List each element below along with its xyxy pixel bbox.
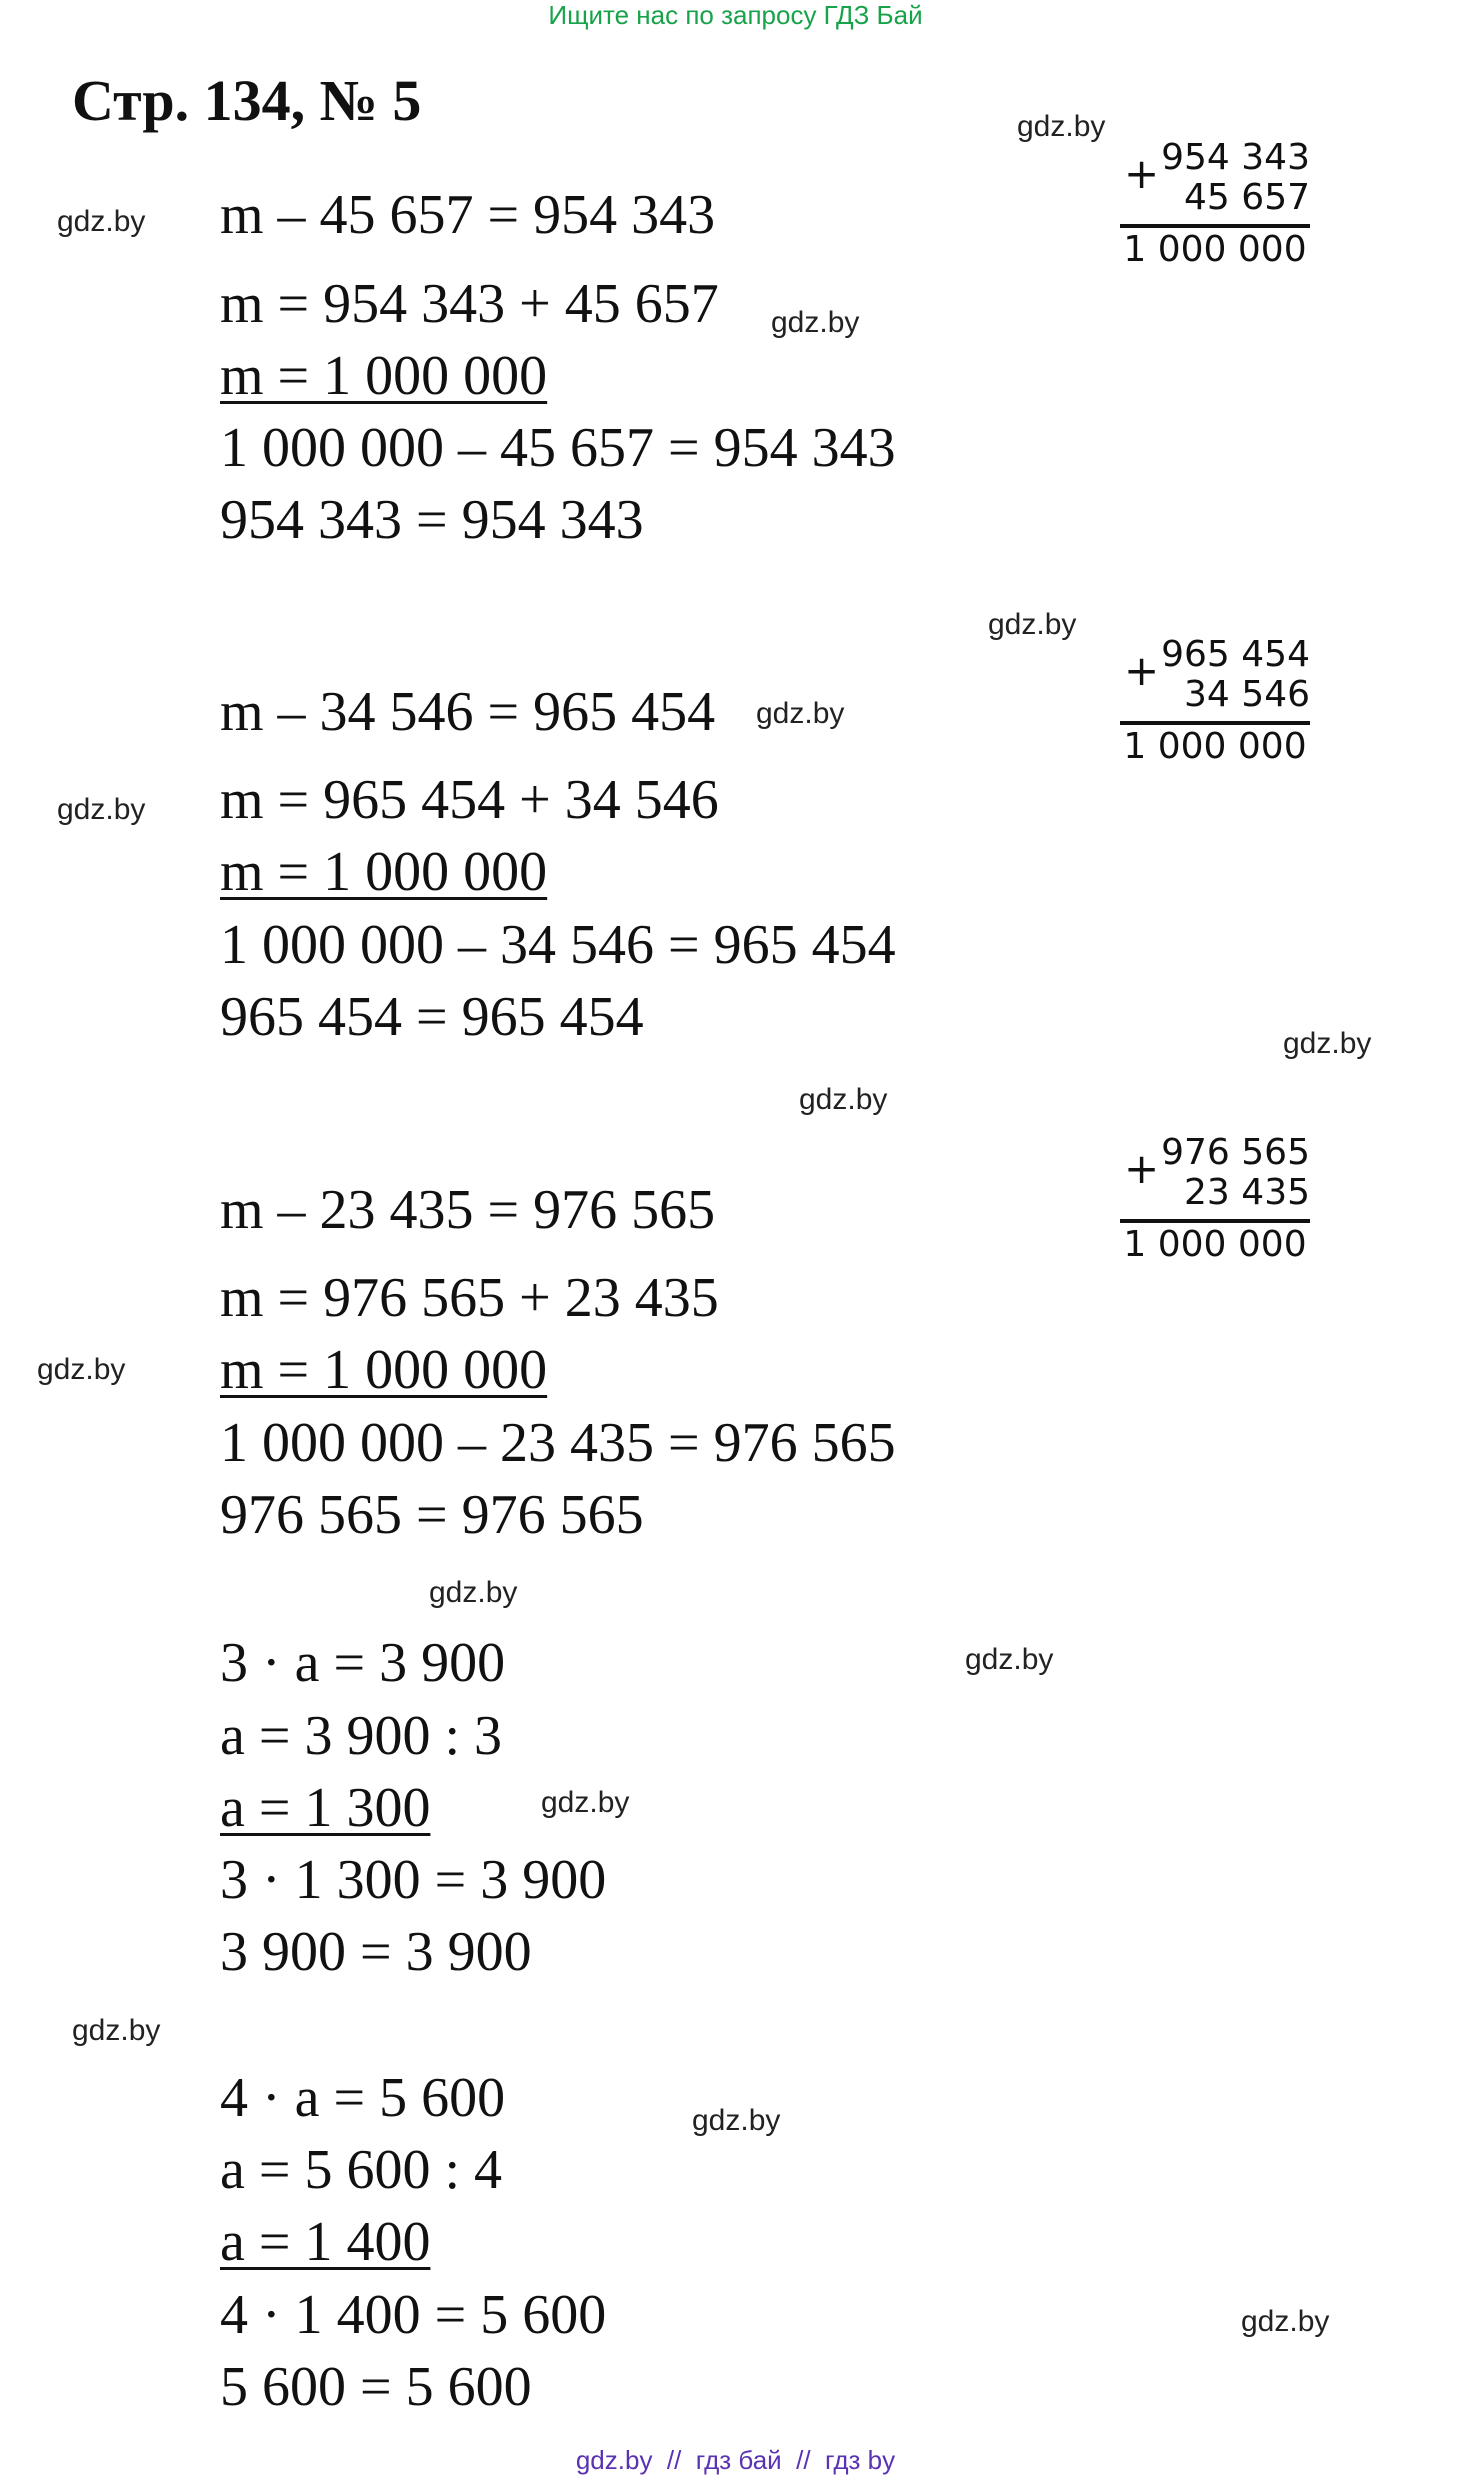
watermark: gdz.by bbox=[692, 2104, 781, 2137]
addend-top: 976 565 bbox=[1161, 1132, 1310, 1173]
watermark: gdz.by bbox=[1283, 1027, 1372, 1060]
watermark: gdz.by bbox=[1017, 110, 1106, 143]
watermark: gdz.by bbox=[988, 608, 1077, 641]
equation-line: 3 · a = 3 900 bbox=[220, 1632, 506, 1694]
sum-line bbox=[1120, 1219, 1310, 1223]
watermark: gdz.by bbox=[771, 306, 860, 339]
equation-line: m – 34 546 = 965 454 bbox=[220, 681, 716, 743]
check-line: 3 · 1 300 = 3 900 bbox=[220, 1849, 607, 1911]
check-result-line: 954 343 = 954 343 bbox=[220, 489, 644, 551]
check-line: 1 000 000 – 45 657 = 954 343 bbox=[220, 417, 896, 479]
answer-line: a = 1 300 bbox=[220, 1777, 431, 1839]
equation-line: a = 5 600 : 4 bbox=[220, 2139, 502, 2201]
check-line: 1 000 000 – 23 435 = 976 565 bbox=[220, 1412, 896, 1474]
plus-sign: + bbox=[1124, 646, 1160, 695]
sum-result: 1 000 000 bbox=[1123, 1224, 1307, 1265]
watermark: gdz.by bbox=[72, 2014, 161, 2047]
addend-bottom: 23 435 bbox=[1184, 1172, 1310, 1213]
watermark: gdz.by bbox=[756, 697, 845, 730]
addend-top: 965 454 bbox=[1161, 634, 1310, 675]
watermark: gdz.by bbox=[429, 1576, 518, 1609]
answer-line: a = 1 400 bbox=[220, 2211, 431, 2273]
sum-result: 1 000 000 bbox=[1123, 726, 1307, 767]
check-result-line: 976 565 = 976 565 bbox=[220, 1484, 644, 1546]
sum-line bbox=[1120, 224, 1310, 228]
watermark: gdz.by bbox=[541, 1786, 630, 1819]
top-banner[interactable]: Ищите нас по запросу ГДЗ Бай bbox=[548, 0, 923, 30]
watermark: gdz.by bbox=[37, 1353, 126, 1386]
equation-line: m = 976 565 + 23 435 bbox=[220, 1267, 719, 1329]
watermark: gdz.by bbox=[1241, 2305, 1330, 2338]
sum-result: 1 000 000 bbox=[1123, 229, 1307, 270]
addend-bottom: 45 657 bbox=[1184, 177, 1310, 218]
check-result-line: 965 454 = 965 454 bbox=[220, 986, 644, 1048]
answer-line: m = 1 000 000 bbox=[220, 841, 548, 903]
equation-line: m = 965 454 + 34 546 bbox=[220, 769, 719, 831]
equation-line: 4 · a = 5 600 bbox=[220, 2067, 506, 2129]
check-result-line: 5 600 = 5 600 bbox=[220, 2356, 532, 2418]
answer-line: m = 1 000 000 bbox=[220, 345, 548, 407]
check-line: 1 000 000 – 34 546 = 965 454 bbox=[220, 914, 896, 976]
equation-line: m – 45 657 = 954 343 bbox=[220, 184, 716, 246]
watermark: gdz.by bbox=[965, 1643, 1054, 1676]
sum-line bbox=[1120, 721, 1310, 725]
equation-line: a = 3 900 : 3 bbox=[220, 1705, 502, 1767]
equation-line: m – 23 435 = 976 565 bbox=[220, 1179, 716, 1241]
equation-line: m = 954 343 + 45 657 bbox=[220, 273, 719, 335]
watermark: gdz.by bbox=[57, 793, 146, 826]
watermark: gdz.by bbox=[799, 1083, 888, 1116]
plus-sign: + bbox=[1124, 1144, 1160, 1193]
addend-bottom: 34 546 bbox=[1184, 674, 1310, 715]
plus-sign: + bbox=[1124, 149, 1160, 198]
watermark: gdz.by bbox=[57, 205, 146, 238]
answer-line: m = 1 000 000 bbox=[220, 1339, 548, 1401]
page-title: Стр. 134, № 5 bbox=[72, 68, 422, 133]
check-result-line: 3 900 = 3 900 bbox=[220, 1921, 532, 1983]
check-line: 4 · 1 400 = 5 600 bbox=[220, 2284, 607, 2346]
addend-top: 954 343 bbox=[1161, 137, 1310, 178]
footer-links[interactable]: gdz.by // гдз бай // гдз by bbox=[575, 2445, 896, 2475]
